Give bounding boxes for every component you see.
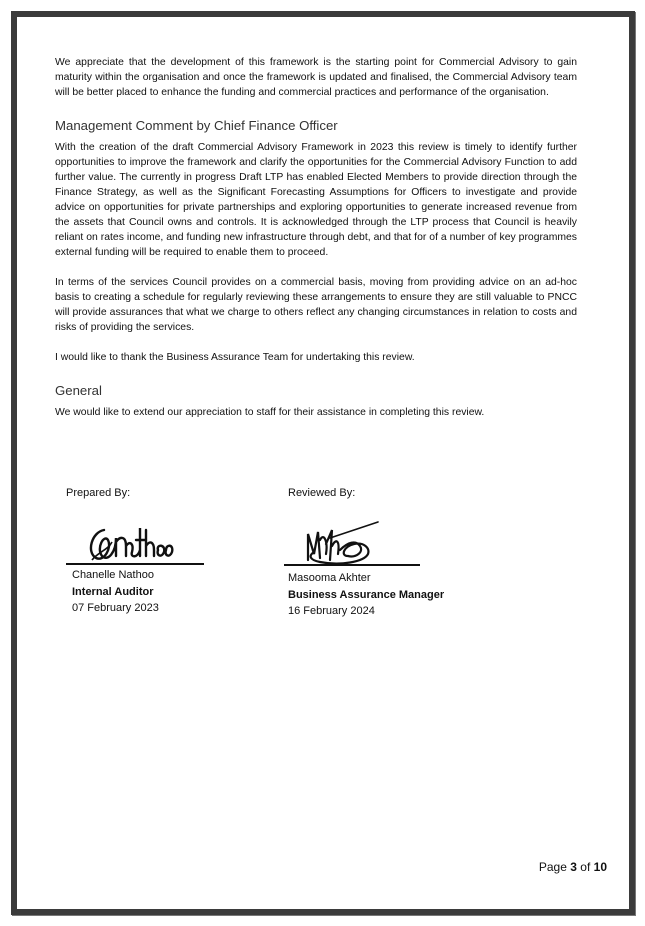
prepared-by-label: Prepared By: — [66, 487, 131, 499]
cfo-comment-heading: Management Comment by Chief Finance Officer — [55, 118, 338, 133]
cfo-paragraph-1: With the creation of the draft Commercial Advisory Framework in 2023 this review is timely to identify further opportunities to improve the framework and clarify the opportunities for the Commercial Advisory Function to add further value. The currently in progress Draft LTP has enabled Elected Members to provide direction through the Finance Strategy, as well as the Significant Forecasting Assumptions for Officers to investigate and provide advice on opportunities for private partnerships and exploring opportunities to generate increased revenue from the assets that Council owns and controls. It is acknowledged through the LTP process that Council is heavily reliant on rates income, and funding new infrastructure through debt, and that for of a number of key programmes external funding will be required to enable them to proceed. — [55, 142, 577, 258]
prepared-signature-image — [82, 522, 174, 564]
reviewed-signature-image — [300, 520, 382, 566]
general-heading: General — [55, 383, 102, 398]
current-page: 3 — [570, 860, 577, 874]
document-content — [55, 55, 577, 420]
cfo-paragraph-3: I would like to thank the Business Assurance Team for undertaking this review. — [55, 352, 415, 363]
total-pages: 10 — [593, 860, 607, 874]
prepared-signatory — [72, 567, 159, 617]
reviewed-title: Business Assurance Manager — [288, 588, 445, 601]
page-number — [539, 860, 607, 874]
reviewed-by-label: Reviewed By: — [288, 487, 356, 499]
reviewed-name: Masooma Akhter — [288, 572, 371, 584]
general-paragraph: We would like to extend our appreciation to staff for their assistance in completing this review. — [55, 407, 485, 418]
prepared-signature-line — [66, 563, 204, 565]
of-word: of — [580, 860, 591, 874]
page-word: Page — [538, 860, 567, 874]
prepared-date: 07 February 2023 — [72, 602, 159, 614]
prepared-name: Chanelle Nathoo — [72, 569, 154, 581]
cfo-paragraph-2: In terms of the services Council provides on a commercial basis, moving from providing advice on an ad-hoc basis to creating a schedule for regularly reviewing these arrangements to ensure they are still valuable to PNCC will provide assurances that what we charge to others reflect any changing circumstances in relation to costs and risks of providing the services. — [55, 277, 577, 333]
prepared-title: Internal Auditor — [72, 585, 154, 598]
reviewed-signatory — [288, 570, 444, 620]
intro-paragraph: We appreciate that the development of this framework is the starting point for Commercial Advisory to gain maturity within the organisation and once the framework is updated and finalised, the Commercial Advisory team will be better placed to enhance the funding and commercial practices and performance of the organisation. — [55, 57, 577, 98]
reviewed-date: 16 February 2024 — [288, 605, 375, 617]
reviewed-signature-line — [284, 564, 420, 566]
